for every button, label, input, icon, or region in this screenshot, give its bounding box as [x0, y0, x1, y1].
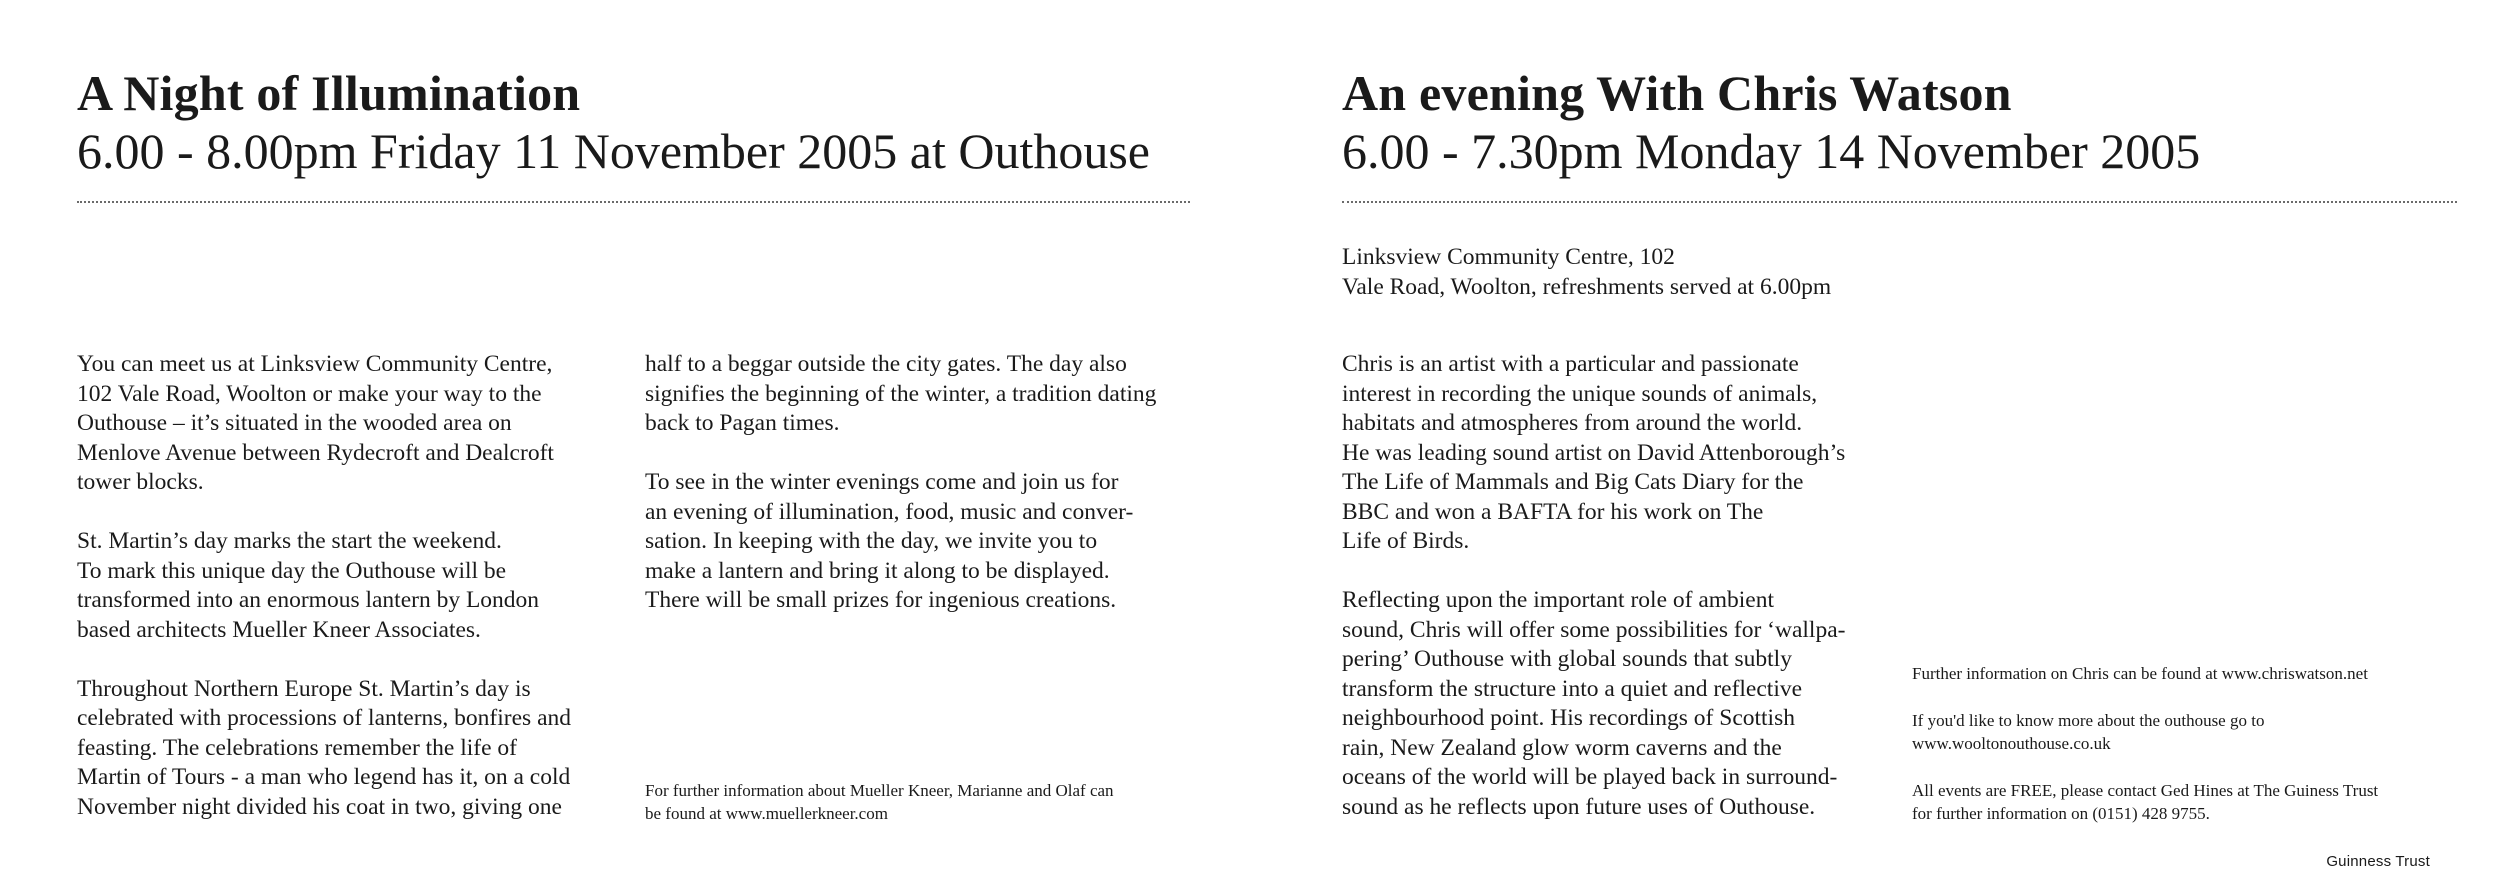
text-line: pering’ Outhouse with global sounds that subtly: [1342, 646, 1792, 672]
left-subtitle: 6.00 - 8.00pm Friday 11 November 2005 at Outhouse: [77, 123, 1150, 179]
text-line: make a lantern and bring it along to be displayed.: [645, 557, 1110, 584]
right-title: An evening With Chris Watson: [1342, 65, 2012, 121]
text-line: BBC and won a BAFTA for his work on The: [1342, 498, 1764, 525]
text-line: oceans of the world will be played back in surround-: [1342, 764, 1838, 790]
text-line: transformed into an enormous lantern by London: [77, 587, 540, 613]
text-line: You can meet us at Linksview Community Centre,: [77, 351, 553, 377]
text-line: based architects Mueller Kneer Associates.: [77, 616, 481, 643]
text-line: be found at www.muellerkneer.com: [645, 804, 888, 823]
text-line: transform the structure into a quiet and reflective: [1342, 675, 1803, 702]
text-line: Vale Road, Woolton, refreshments served at 6.00pm: [1342, 273, 1832, 300]
guinness-trust-logo: Guinness Trust: [2326, 853, 2430, 870]
text-line: Linksview Community Centre, 102: [1342, 244, 1675, 270]
info-paragraph: [1912, 662, 2472, 685]
text-line: for further information on (0151) 428 9755.: [1912, 804, 2210, 823]
text-line: There will be small prizes for ingenious creations.: [645, 587, 1117, 613]
left-footnote: [645, 779, 1205, 825]
text-line: rain, New Zealand glow worm caverns and the: [1342, 734, 1782, 761]
right-body-column: [1342, 350, 1902, 822]
paragraph: [1342, 350, 1902, 557]
text-line: If you'd like to know more about the outhouse go to: [1912, 711, 2265, 730]
info-block: [1912, 662, 2472, 825]
left-title: A Night of Illumination: [77, 65, 581, 121]
text-line: To mark this unique day the Outhouse will be: [77, 557, 507, 584]
text-line: sound as he reflects upon future uses of Outhouse.: [1342, 793, 1816, 820]
text-line: For further information about Mueller Kneer, Marianne and Olaf can: [645, 781, 1114, 800]
text-line: sound, Chris will offer some possibilities for ‘wallpa-: [1342, 616, 1846, 643]
text-line: habitats and atmospheres from around the world.: [1342, 410, 1803, 436]
text-line: All events are FREE, please contact Ged Hines at The Guiness Trust: [1912, 781, 2379, 800]
text-line: Life of Birds.: [1342, 528, 1470, 554]
text-line: Chris is an artist with a particular and passionate: [1342, 351, 1799, 377]
text-line: The Life of Mammals and Big Cats Diary for the: [1342, 469, 1804, 495]
left-column-1: [77, 350, 637, 822]
left-divider: [77, 201, 1190, 203]
paragraph: [645, 350, 1205, 439]
text-line: Martin of Tours - a man who legend has it, on a cold: [77, 764, 571, 790]
info-paragraph: [1912, 709, 2472, 755]
right-subtitle: 6.00 - 7.30pm Monday 14 November 2005: [1342, 123, 2201, 179]
paragraph: [1342, 586, 1902, 822]
text-line: To see in the winter evenings come and join us for: [645, 469, 1119, 495]
text-line: celebrated with processions of lanterns, bonfires and: [77, 705, 571, 731]
text-line: Outhouse – it’s situated in the wooded area on: [77, 410, 512, 436]
text-line: 102 Vale Road, Woolton or make your way to the: [77, 380, 542, 407]
right-divider: [1342, 201, 2457, 203]
paragraph: [77, 350, 637, 498]
paragraph: [645, 468, 1205, 616]
text-line: www.wooltonouthouse.co.uk: [1912, 734, 2111, 753]
text-line: tower blocks.: [77, 469, 204, 495]
text-line: an evening of illumination, food, music and conver-: [645, 498, 1134, 525]
text-line: Reflecting upon the important role of ambient: [1342, 587, 1775, 613]
text-line: St. Martin’s day marks the start the weekend.: [77, 528, 502, 554]
text-line: signifies the beginning of the winter, a tradition dating: [645, 380, 1157, 407]
text-line: Throughout Northern Europe St. Martin’s day is: [77, 675, 531, 702]
text-line: Further information on Chris can be found at www.chriswatson.net: [1912, 664, 2368, 683]
text-line: He was leading sound artist on David Attenborough’s: [1342, 439, 1846, 466]
text-line: November night divided his coat in two, giving one: [77, 793, 562, 820]
text-line: back to Pagan times.: [645, 410, 840, 436]
left-column-2: [645, 350, 1205, 616]
paragraph: [77, 675, 637, 823]
text-line: feasting. The celebrations remember the life of: [77, 734, 518, 761]
text-line: sation. In keeping with the day, we invite you to: [645, 528, 1098, 554]
info-paragraph: [1912, 779, 2472, 825]
text-line: interest in recording the unique sounds of animals,: [1342, 380, 1818, 407]
text-line: half to a beggar outside the city gates. The day also: [645, 351, 1127, 377]
text-line: Menlove Avenue between Rydecroft and Dealcroft: [77, 439, 554, 466]
venue-block: [1342, 243, 1942, 302]
paragraph: [77, 527, 637, 645]
text-line: neighbourhood point. His recordings of Scottish: [1342, 705, 1795, 731]
